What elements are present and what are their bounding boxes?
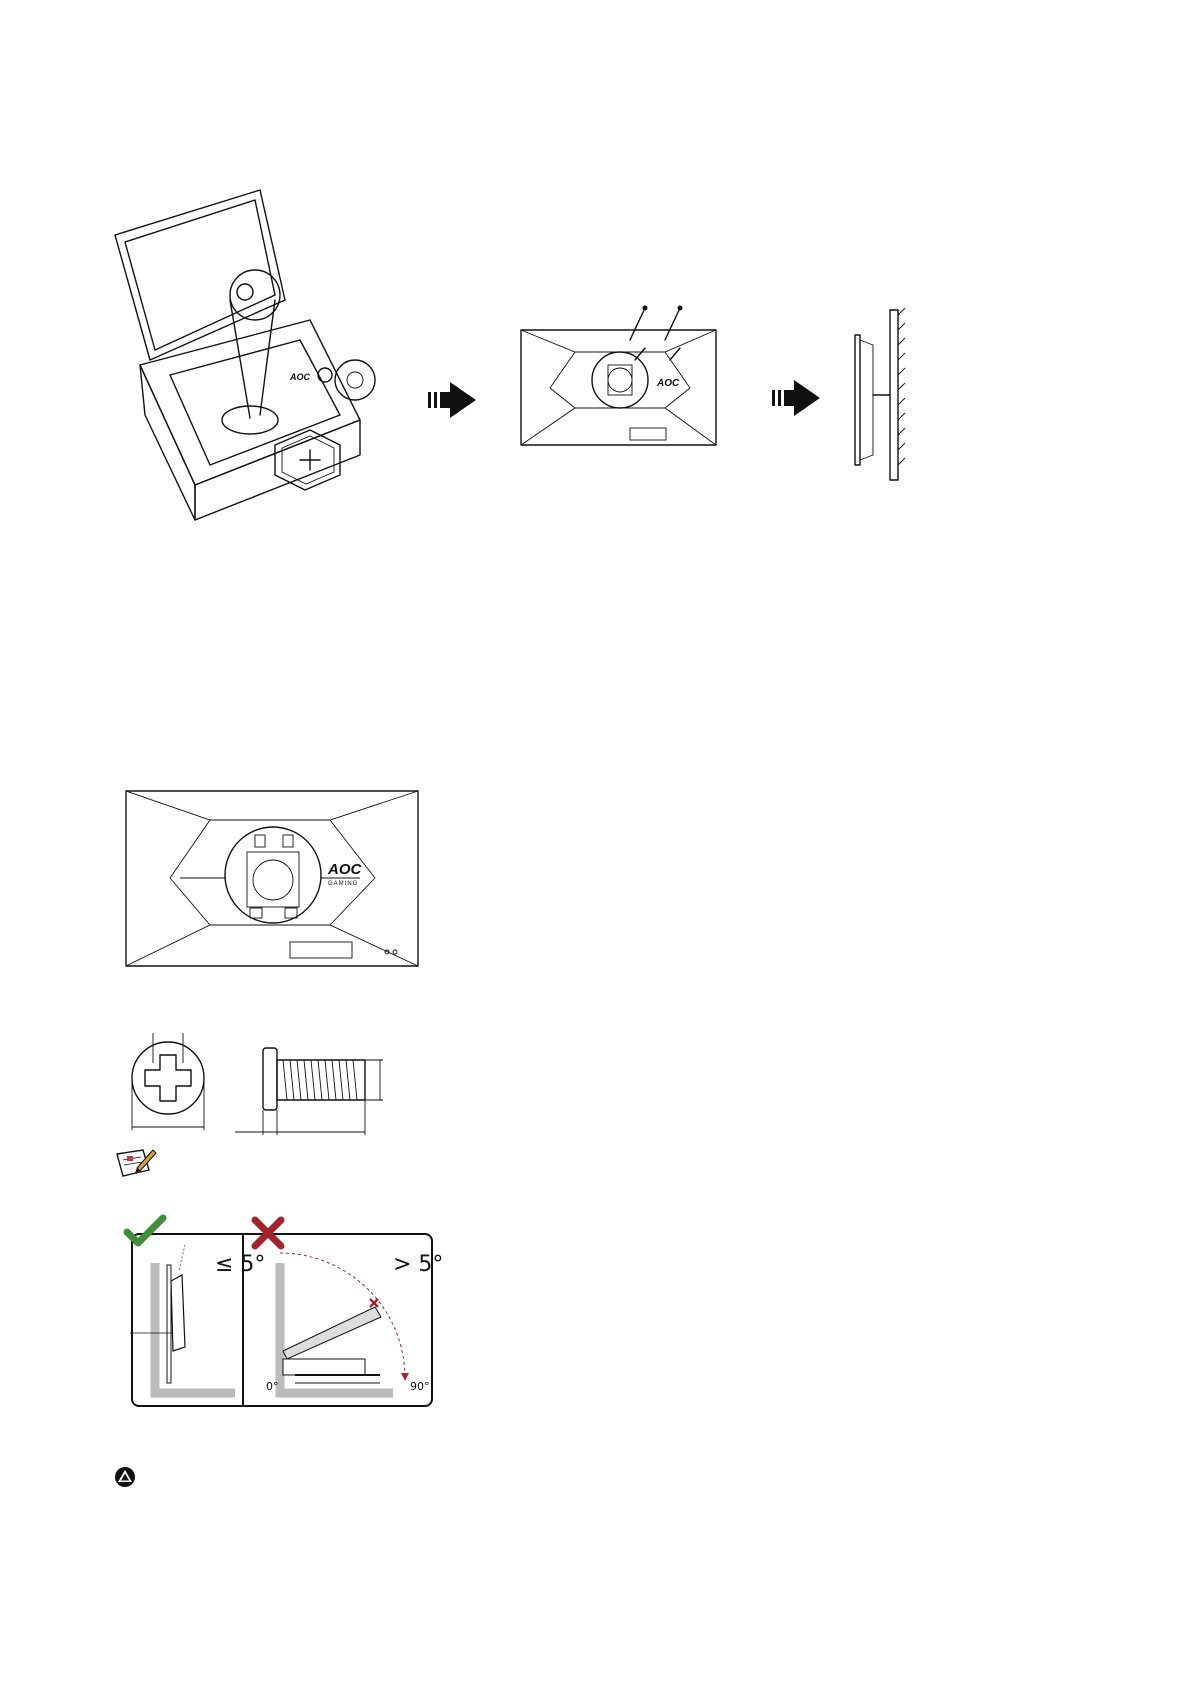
end-angle-label: 90°	[410, 1380, 430, 1393]
start-angle-label: 0°	[266, 1380, 279, 1393]
monitor-back-small	[520, 300, 720, 450]
box-unpacking-illustration	[110, 190, 390, 520]
right-arrow-icon	[428, 382, 478, 418]
note-pencil-icon	[115, 1148, 157, 1178]
right-arrow-icon	[772, 380, 822, 416]
monitor-back-large	[125, 790, 420, 970]
tilt-bad-label: > 5°	[393, 1252, 444, 1277]
wall-mounted-side-view	[855, 305, 915, 485]
svg-text:AOC: AOC	[657, 378, 680, 389]
screw-side-diagram	[235, 1040, 385, 1135]
cross-icon	[251, 1216, 285, 1250]
brand-logo-sub: GAMING	[328, 881, 359, 887]
brand-logo: AOC	[328, 861, 362, 878]
tilt-angle-diagram	[125, 1225, 444, 1410]
screw-head-diagram	[130, 1033, 210, 1133]
warning-icon	[114, 1466, 136, 1488]
check-icon	[123, 1214, 167, 1248]
svg-text:AOC: AOC	[290, 372, 310, 382]
tilt-ok-label: ≤ 5°	[215, 1252, 266, 1277]
